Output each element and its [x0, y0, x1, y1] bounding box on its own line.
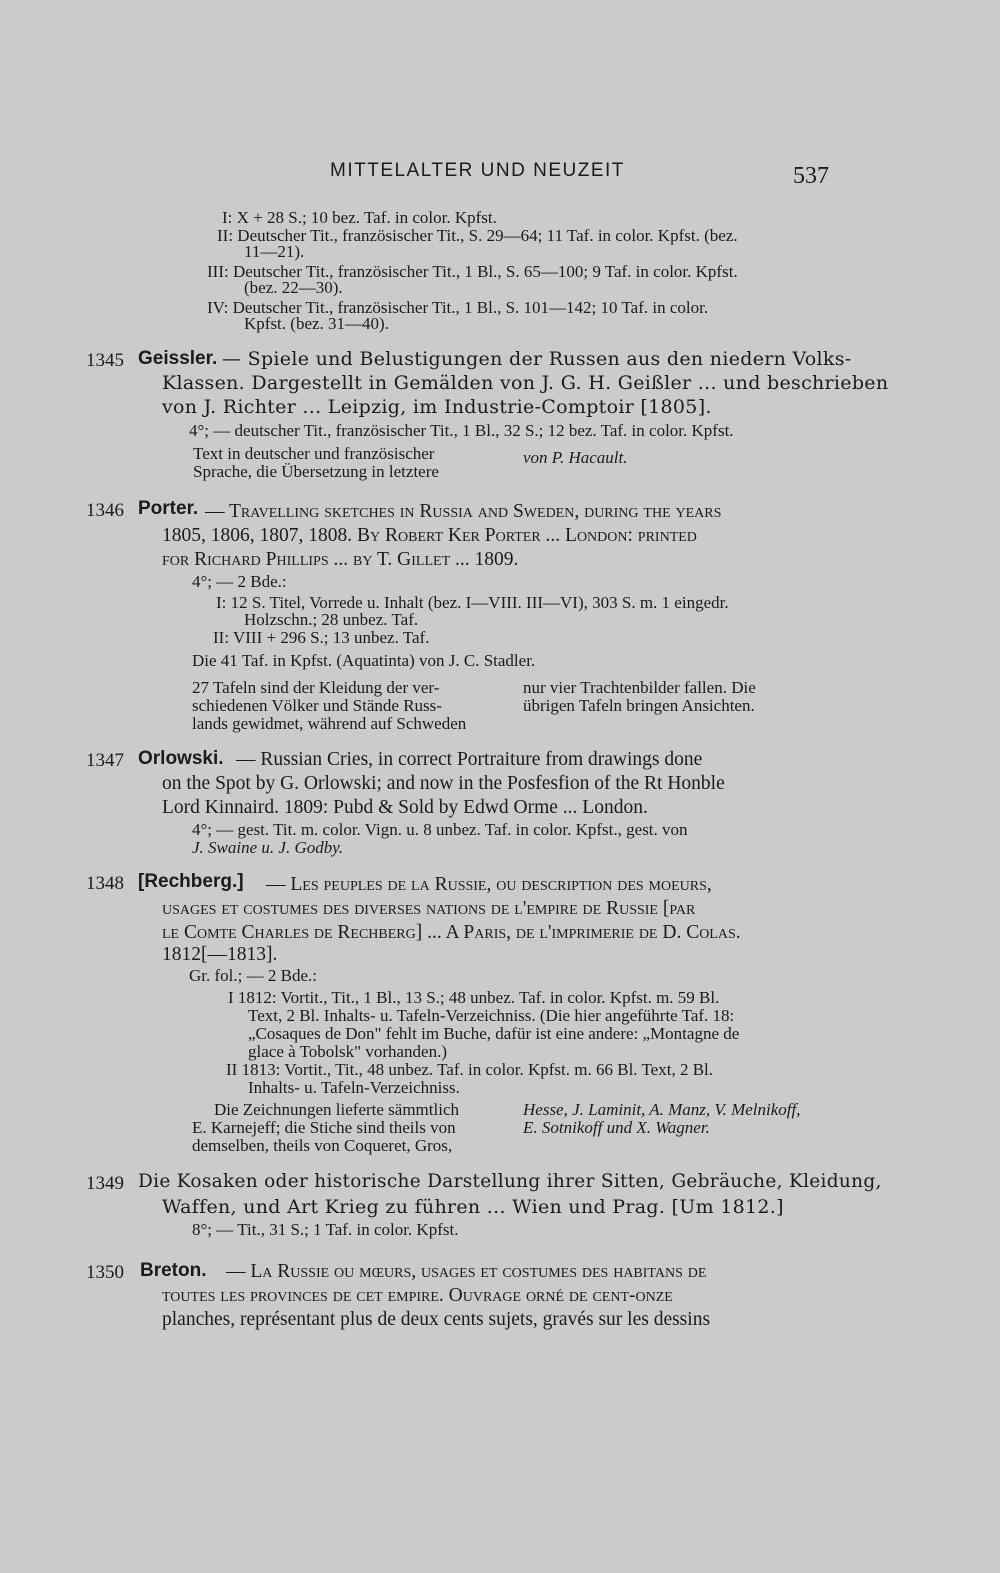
entry-title-line: le Comte Charles de Rechberg] ... A Paris, de l'imprimerie de D. Colas.	[162, 922, 741, 943]
entry-title-line: Klassen. Dargestellt in Gemälden von J. G. H. Geißler ... und beschrieben	[162, 372, 889, 394]
entry-title-line: — Travelling sketches in Russia and Sweden, during the years	[205, 501, 722, 522]
entry-number: 1349	[86, 1173, 124, 1194]
entry-title-line: planches, représentant plus de deux cents sujets, gravés sur les dessins	[162, 1309, 711, 1330]
note-left-line: demselben, theils von Coqueret, Gros,	[192, 1136, 453, 1155]
entry-title-line: 1805, 1806, 1807, 1808. By Robert Ker Porter ... London: printed	[162, 525, 697, 546]
entry-title-line: for Richard Phillips ... by T. Gillet ... 1809.	[162, 549, 519, 570]
entry-number: 1347	[86, 750, 124, 771]
vol-line: Text, 2 Bl. Inhalts- u. Tafeln-Verzeichniss. (Die hier angeführte Taf. 18:	[248, 1006, 735, 1025]
vol-line: 11—21).	[244, 242, 305, 261]
entry-author: Geissler.	[138, 348, 218, 369]
vol-line: Die 41 Taf. in Kpfst. (Aquatinta) von J. C. Stadler.	[192, 651, 536, 670]
entry-title-line: von J. Richter ... Leipzig, im Industrie-Comptoir [1805].	[162, 396, 712, 418]
vol-line: Kpfst. (bez. 31—40).	[244, 314, 389, 333]
note-right-line: Hesse, J. Laminit, A. Manz, V. Melnikoff,	[523, 1100, 801, 1119]
entry-title-line: 1812[—1813].	[162, 944, 278, 965]
entry-author: Porter.	[138, 498, 199, 519]
note-left-line: E. Karnejeff; die Stiche sind theils von	[192, 1118, 456, 1137]
entry-title-line: Die Kosaken oder historische Darstellung ihrer Sitten, Gebräuche, Kleidung,	[138, 1171, 882, 1192]
vol-line: „Cosaques de Don" fehlt im Buche, dafür ist eine andere: „Montagne de	[248, 1024, 740, 1043]
note-left-line: 27 Tafeln sind der Kleidung der ver-	[192, 678, 440, 697]
vol-line: II 1813: Vortit., Tit., 48 unbez. Taf. in color. Kpfst. m. 66 Bl. Text, 2 Bl.	[226, 1060, 714, 1079]
entry-title-line: — Russian Cries, in correct Portraiture from drawings done	[236, 749, 703, 770]
entry-title-line: — La Russie ou mœurs, usages et costumes des habitans de	[226, 1261, 707, 1282]
collation: 4°; — gest. Tit. m. color. Vign. u. 8 unbez. Taf. in color. Kpfst., gest. von	[192, 820, 688, 839]
vol-line: I: X + 28 S.; 10 bez. Taf. in color. Kpfst.	[222, 208, 497, 227]
entry-title-line: — Les peuples de la Russie, ou description des moeurs,	[266, 874, 712, 895]
collation: J. Swaine u. J. Godby.	[192, 838, 344, 857]
entry-number: 1345	[86, 350, 124, 371]
collation: 8°; — Tit., 31 S.; 1 Taf. in color. Kpfst.	[192, 1220, 459, 1239]
vol-line: II: Deutscher Tit., französischer Tit., S. 29—64; 11 Taf. in color. Kpfst. (bez.	[217, 226, 738, 245]
note-left-line: lands gewidmet, während auf Schweden	[192, 714, 467, 733]
vol-line: glace à Tobolsk" vorhanden.)	[248, 1042, 447, 1061]
note-left-line: Text in deutscher und französischer	[193, 444, 435, 463]
collation: 4°; — deutscher Tit., französischer Tit., 1 Bl., 32 S.; 12 bez. Taf. in color. Kpfst.	[189, 421, 734, 440]
entry-title-line: Waffen, und Art Krieg zu führen ... Wien und Prag. [Um 1812.]	[162, 1196, 784, 1218]
entry-title-line: Lord Kinnaird. 1809: Pubd & Sold by Edwd Orme ... London.	[162, 797, 648, 818]
vol-line: Holzschn.; 28 unbez. Taf.	[244, 610, 419, 629]
note-right-line: übrigen Tafeln bringen Ansichten.	[523, 696, 755, 715]
entry-number: 1346	[86, 500, 124, 521]
vol-line: III: Deutscher Tit., französischer Tit., 1 Bl., S. 65—100; 9 Taf. in color. Kpfst.	[207, 262, 738, 281]
entry-title-line: on the Spot by G. Orlowski; and now in the Posfesfion of the Rt Honble	[162, 773, 725, 794]
entry-author: [Rechberg.]	[138, 871, 244, 892]
entry-number: 1348	[86, 873, 124, 894]
note-left-line: Sprache, die Übersetzung in letztere	[193, 462, 439, 481]
note-right-line: E. Sotnikoff und X. Wagner.	[523, 1118, 710, 1137]
vol-line: I 1812: Vortit., Tit., 1 Bl., 13 S.; 48 unbez. Taf. in color. Kpfst. m. 59 Bl.	[228, 988, 720, 1007]
entry-number: 1350	[86, 1262, 124, 1283]
entry-author: Orlowski.	[138, 748, 224, 769]
note-left-line: Die Zeichnungen lieferte sämmtlich	[214, 1100, 459, 1119]
vol-line: I: 12 S. Titel, Vorrede u. Inhalt (bez. I—VIII. III—VI), 303 S. m. 1 eingedr.	[216, 593, 729, 612]
note-right-line: nur vier Trachtenbilder fallen. Die	[523, 678, 756, 697]
vol-line: Inhalts- u. Tafeln-Verzeichniss.	[248, 1078, 460, 1097]
page-number: 537	[793, 163, 829, 189]
vol-line: IV: Deutscher Tit., französischer Tit., 1 Bl., S. 101—142; 10 Taf. in color.	[207, 298, 709, 317]
vol-line: II: VIII + 296 S.; 13 unbez. Taf.	[213, 628, 430, 647]
vol-line: (bez. 22—30).	[244, 278, 343, 297]
entry-title-line: — Spiele und Belustigungen der Russen aus den niedern Volks-	[222, 348, 852, 370]
entry-title-line: usages et costumes des diverses nations de l'empire de Russie [par	[162, 898, 696, 919]
note-left-line: schiedenen Völker und Stände Russ-	[192, 696, 442, 715]
entry-title-line: toutes les provinces de cet empire. Ouvrage orné de cent-onze	[162, 1285, 673, 1306]
collation: Gr. fol.; — 2 Bde.:	[189, 966, 317, 985]
collation: 4°; — 2 Bde.:	[192, 572, 287, 591]
note-right-line: von P. Hacault.	[523, 448, 628, 467]
running-title: MITTELALTER UND NEUZEIT	[330, 160, 625, 181]
entry-author: Breton.	[140, 1260, 207, 1281]
